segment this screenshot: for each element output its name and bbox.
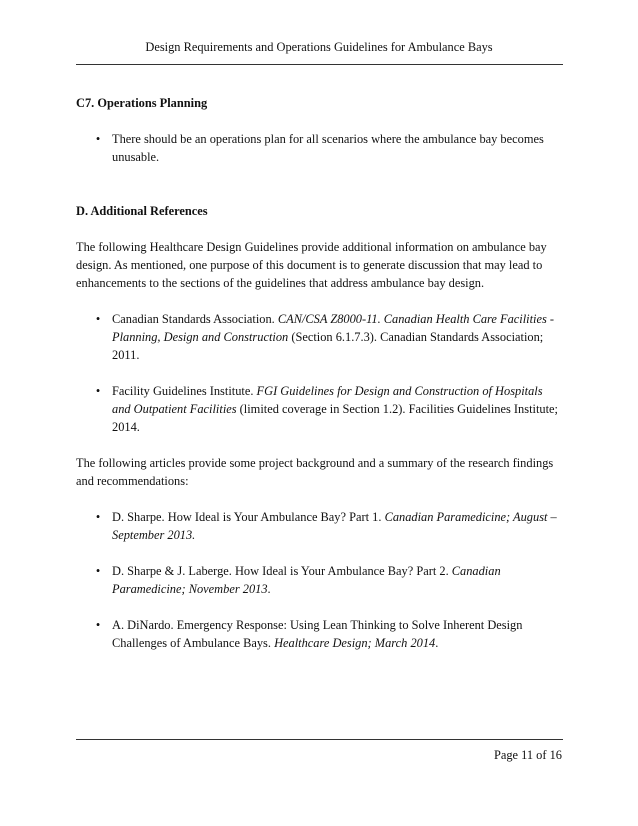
section-d-intro: The following Healthcare Design Guidelines provide additional information on ambulance bay design. As mentioned, one purpose of this document is to generate discussion that may lead to enhancements to the sections of the guidelines that address ambulance bay design. xyxy=(76,240,547,290)
bullet-icon: • xyxy=(95,132,101,146)
bullet-icon: • xyxy=(95,312,101,326)
running-header: Design Requirements and Operations Guidelines for Ambulance Bays xyxy=(145,40,493,54)
article-text-lead: D. Sharpe & J. Laberge. How Ideal is Your Ambulance Bay? Part 2. xyxy=(112,564,452,578)
page-content xyxy=(76,94,563,652)
article-text-tail: . xyxy=(267,582,271,596)
bullet-icon: • xyxy=(95,510,101,524)
reference-title: FGI Guidelines for Design and Construction of Hospitals and Outpatient Facilities xyxy=(112,384,543,416)
article-source: Healthcare Design; March 2014 xyxy=(274,636,436,650)
list-item xyxy=(76,616,563,652)
list-item xyxy=(76,508,563,544)
article-source: Canadian Paramedicine; August – September 2013. xyxy=(112,510,557,542)
c7-bullet-list xyxy=(76,130,563,166)
section-c7-heading: C7. Operations Planning xyxy=(76,96,208,110)
reference-text-tail: (limited coverage in Section 1.2). Facilities Guidelines Institute; 2014. xyxy=(112,402,558,434)
reference-list xyxy=(76,310,563,436)
header-rule xyxy=(76,64,563,65)
article-source: Canadian Paramedicine; November 2013 xyxy=(112,564,501,596)
article-text-tail: . xyxy=(435,636,439,650)
bullet-icon: • xyxy=(95,618,101,632)
list-item xyxy=(76,562,563,598)
bullet-icon: • xyxy=(95,564,101,578)
reference-text-lead: Canadian Standards Association. xyxy=(112,312,278,326)
list-item xyxy=(76,382,563,436)
page-number: Page 11 of 16 xyxy=(493,748,562,762)
reference-text-lead: Facility Guidelines Institute. xyxy=(112,384,257,398)
articles-intro: The following articles provide some project background and a summary of the research findings and recommendations: xyxy=(76,456,554,488)
list-item-text: There should be an operations plan for all scenarios where the ambulance bay becomes unusable. xyxy=(112,132,544,164)
article-text-lead: A. DiNardo. Emergency Response: Using Lean Thinking to Solve Inherent Design Challenges of Ambulance Bays. xyxy=(112,618,523,650)
section-d-heading: D. Additional References xyxy=(76,204,208,218)
footer-rule xyxy=(76,739,563,740)
article-list xyxy=(76,508,563,652)
list-item xyxy=(76,130,563,166)
list-item xyxy=(76,310,563,364)
article-text-lead: D. Sharpe. How Ideal is Your Ambulance Bay? Part 1. xyxy=(112,510,385,524)
reference-text-tail: (Section 6.1.7.3). Canadian Standards Association; 2011. xyxy=(112,330,544,362)
reference-title: CAN/CSA Z8000-11. Canadian Health Care Facilities - Planning, Design and Construction xyxy=(112,312,555,344)
bullet-icon: • xyxy=(95,384,101,398)
